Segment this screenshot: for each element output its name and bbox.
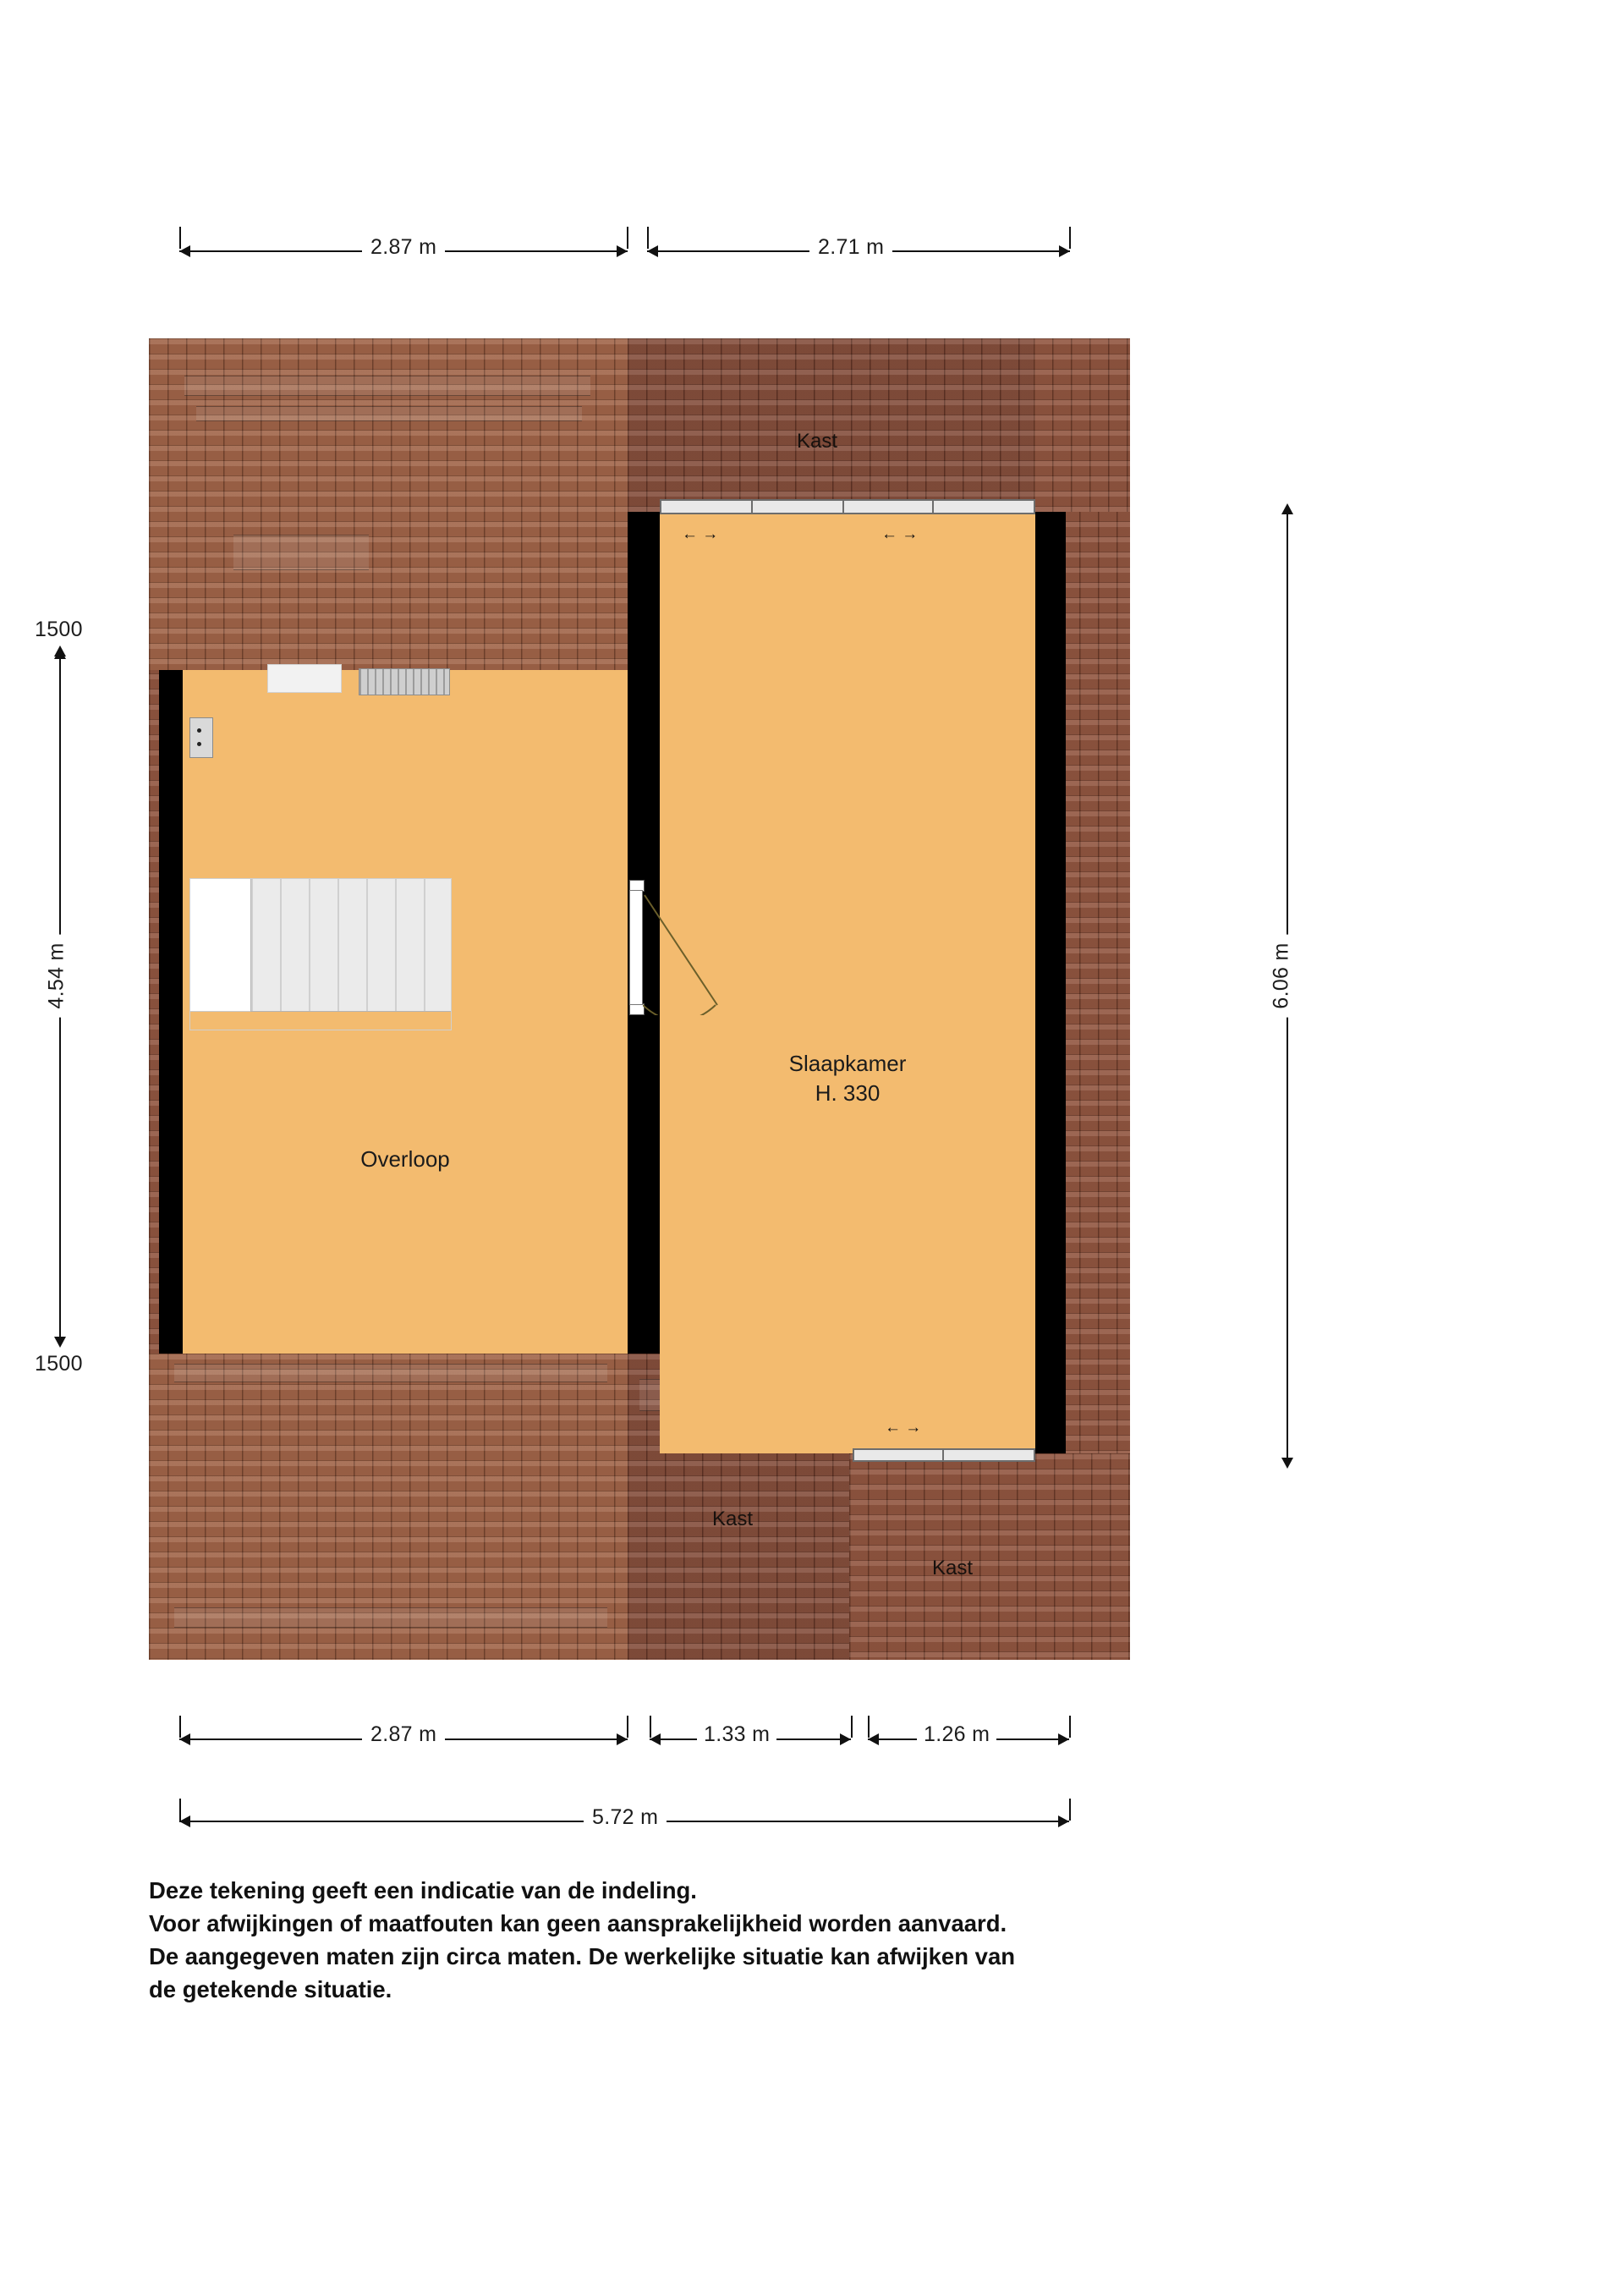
dimension-left-middle-label: 4.54 m	[41, 934, 73, 1017]
roof-label-kast-bottom-middle: Kast	[711, 1508, 754, 1530]
room-label-slaapkamer	[754, 1049, 941, 1108]
dimension-bottom-total-label: 5.72 m	[584, 1805, 667, 1830]
dimension-left-lower-label: 1500	[35, 1352, 83, 1376]
dimension-bottom-left-label: 2.87 m	[362, 1722, 445, 1747]
dormer-sill	[267, 664, 342, 693]
meter-box-icon	[189, 717, 213, 758]
stair-outline	[189, 878, 452, 1030]
window-arrows-top-right: ← →	[881, 525, 919, 543]
roof-band-bottom-left-2	[174, 1607, 607, 1628]
roof-label-kast-bottom-right: Kast	[931, 1557, 974, 1579]
dimension-top-right-label: 2.71 m	[809, 235, 892, 260]
dimension-left-upper-label: 1500	[35, 618, 83, 641]
window-arrows-top-left: ← →	[682, 525, 719, 543]
room-label-overloop: Overloop	[360, 1146, 450, 1172]
disclaimer	[149, 1874, 1468, 2006]
dimension-right-total-label: 6.06 m	[1266, 934, 1298, 1017]
wall-left	[159, 670, 183, 1354]
window-arrows-bottom: ← →	[885, 1419, 922, 1436]
disclaimer-line-2: Voor afwijkingen of maatfouten kan geen aansprakelijkheid worden aanvaard.	[149, 1910, 1007, 1937]
door-leaf[interactable]	[629, 890, 643, 1005]
roof-label-kast-top: Kast	[796, 430, 838, 453]
dimension-bottom-right-label: 1.26 m	[917, 1722, 996, 1747]
window-slaapkamer-bottom[interactable]	[853, 1448, 1035, 1462]
disclaimer-line-3: De aangegeven maten zijn circa maten. De werkelijke situatie kan afwijken van	[149, 1943, 1016, 1970]
roof-band-bottom-left-1	[174, 1364, 607, 1382]
window-slaapkamer-top[interactable]	[660, 499, 1035, 514]
roof-band-upper-left-3	[233, 535, 369, 570]
roof-right-edge	[1034, 338, 1130, 512]
disclaimer-line-1: Deze tekening geeft een indicatie van de indeling.	[149, 1877, 697, 1903]
disclaimer-line-4: de getekende situatie.	[149, 1976, 392, 2003]
roof-band-upper-left-1	[184, 376, 590, 396]
radiator	[359, 668, 450, 695]
dimension-top-left-label: 2.87 m	[362, 235, 445, 260]
room-label-slaapkamer-name: Slaapkamer	[788, 1051, 907, 1076]
wall-right	[1035, 512, 1066, 1453]
building-outline	[149, 338, 1130, 1660]
dimension-bottom-middle-label: 1.33 m	[697, 1722, 776, 1747]
roof-band-upper-left-2	[196, 406, 582, 421]
room-label-slaapkamer-height: H. 330	[815, 1080, 881, 1107]
door-swing-arc	[643, 888, 736, 1015]
